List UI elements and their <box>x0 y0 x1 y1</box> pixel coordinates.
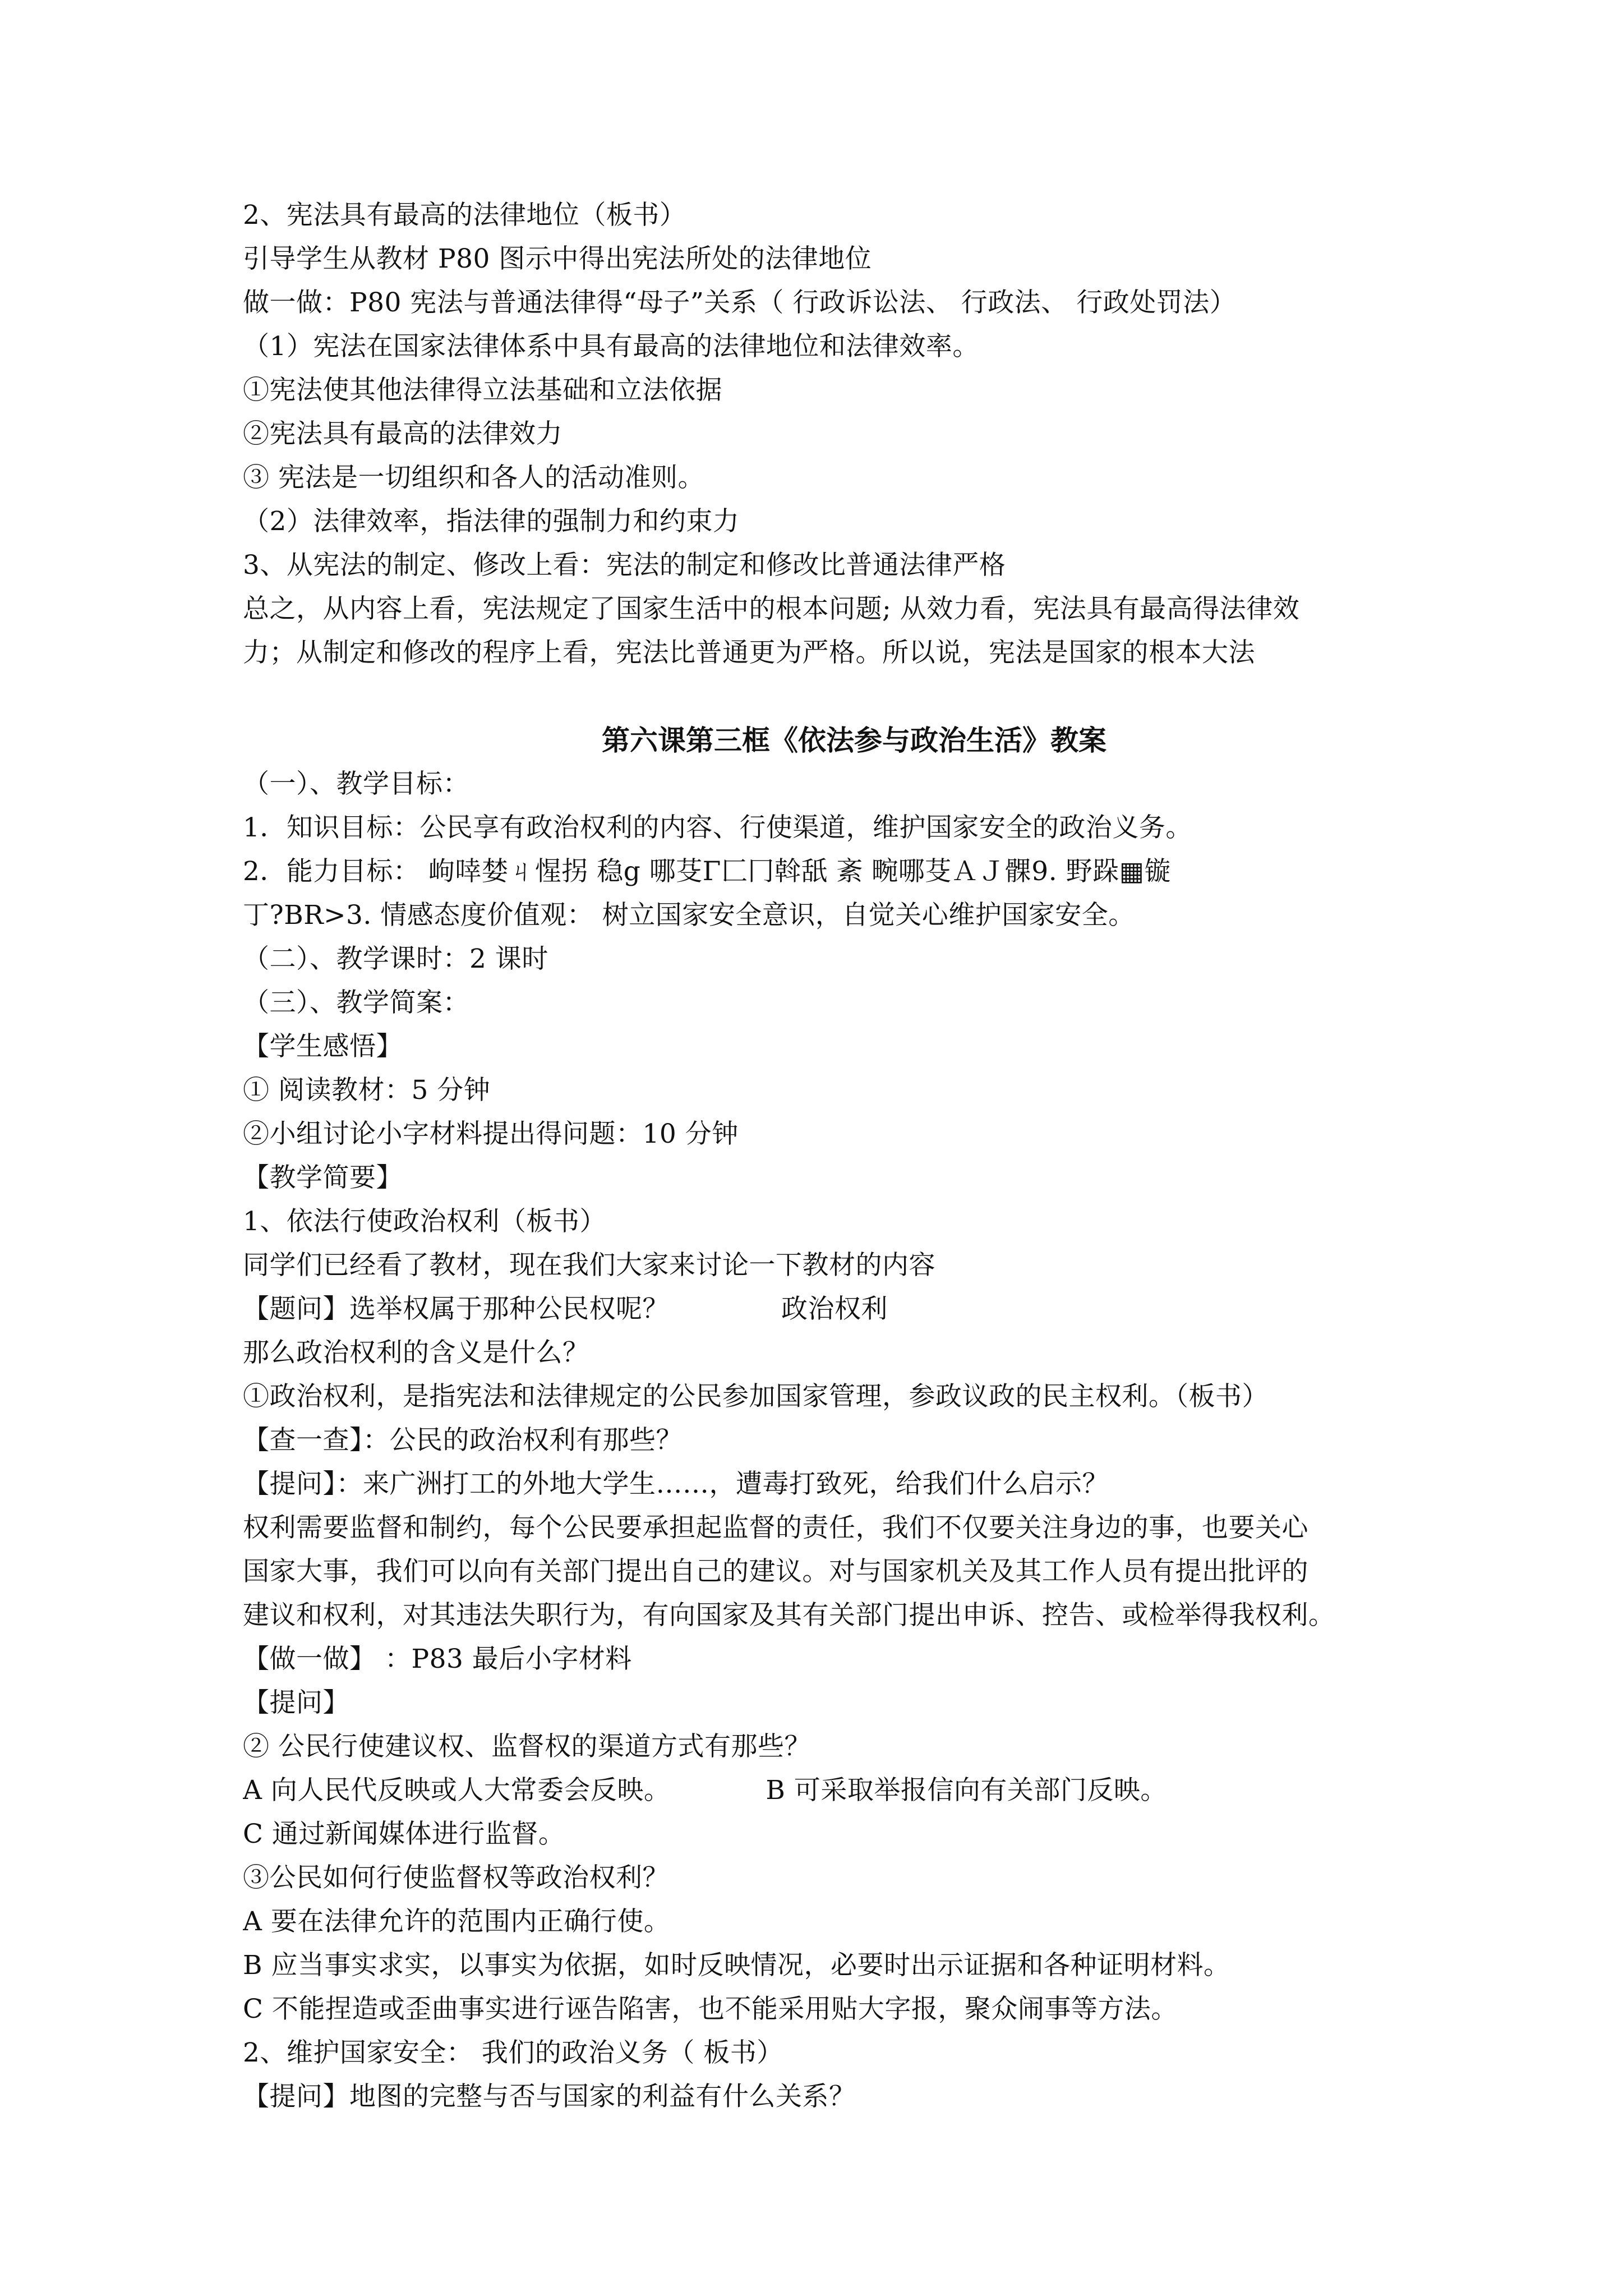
text-line: 【做一做】 ：P83 最后小字材料 <box>243 1644 632 1674</box>
text-line: （1）宪法在国家法律体系中具有最高的法律地位和法律效率。 <box>243 331 979 362</box>
text-line: B 应当事实求实，以事实为依据，如时反映情况，必要时出示证据和各种证明材料。 <box>243 1950 1230 1981</box>
text-line: 3、从宪法的制定、修改上看：宪法的制定和修改比普通法律严格 <box>243 550 1006 581</box>
text-line: （二）、教学课时：2 课时 <box>243 944 548 974</box>
text-line: （一）、教学目标： <box>243 769 469 799</box>
text-line: ①政治权利，是指宪法和法律规定的公民参加国家管理，参政议政的民主权利。（板书） <box>243 1381 1269 1412</box>
text-line: 1、依法行使政治权利（板书） <box>243 1206 606 1237</box>
document-page <box>243 194 1387 2119</box>
text-line: 【提问】 <box>243 1687 349 1718</box>
text-line: 那么政治权利的含义是什么？ <box>243 1337 589 1368</box>
text-line: 2．能力目标： 岣啈婪ㄐ惺拐 稳g 哪芟Γ匚冂斡舐 紊 畹哪芟ＡＪ髁9. 野跺▦镟 <box>243 856 1171 887</box>
lesson-title: 第六课第三框《依法参与政治生活》教案 <box>602 724 1106 757</box>
section-national-security <box>243 1812 1387 2119</box>
text-line: C 不能捏造或歪曲事实进行诬告陷害，也不能采用贴大字报，聚众闹事等方法。 <box>243 1994 1178 2024</box>
text-line: ③公民如何行使监督权等政治权利？ <box>243 1862 669 1893</box>
text-line: ③ 宪法是一切组织和各人的活动准则。 <box>243 462 704 493</box>
options-line <box>243 1769 1387 1812</box>
text-line: ②小组讨论小字材料提出得问题：10 分钟 <box>243 1119 739 1149</box>
text-line: 【提问】：来广洲打工的外地大学生……，遭毒打致死，给我们什么启示？ <box>243 1469 1109 1499</box>
text-line: A 要在法律允许的范围内正确行使。 <box>243 1906 671 1937</box>
text-line: 丁?BR>3. 情感态度价值观： 树立国家安全意识，自觉关心维护国家安全。 <box>243 900 1135 931</box>
text-line: 总之，从内容上看，宪法规定了国家生活中的根本问题; 从效力看，宪法具有最高得法律效 <box>243 593 1300 624</box>
section-political-rights <box>243 1331 1387 1769</box>
answer-text: 政治权利 <box>781 1294 888 1324</box>
text-line: ① 阅读教材：5 分钟 <box>243 1075 491 1106</box>
text-line: 权利需要监督和制约，每个公民要承担起监督的责任，我们不仅要关注身边的事，也要关心 <box>243 1512 1308 1543</box>
section-constitution-supremacy <box>243 194 1387 675</box>
option-b-text: B 可采取举报信向有关部门反映。 <box>766 1775 1167 1806</box>
text-line: （三）、教学简案： <box>243 987 469 1018</box>
text-line: （2）法律效率，指法律的强制力和约束力 <box>243 506 740 537</box>
text-line: ②宪法具有最高的法律效力 <box>243 418 562 449</box>
text-line: C 通过新闻媒体进行监督。 <box>243 1819 565 1849</box>
text-line: 同学们已经看了教材，现在我们大家来讨论一下教材的内容 <box>243 1250 935 1281</box>
text-line: 【学生感悟】 <box>243 1031 403 1062</box>
text-line: 力；从制定和修改的程序上看，宪法比普通更为严格。所以说，宪法是国家的根本大法 <box>243 637 1255 668</box>
section-lesson-plan <box>243 762 1387 1287</box>
question-text: 【题问】选举权属于那种公民权呢？ <box>243 1294 669 1324</box>
text-line: 【查一查】：公民的政治权利有那些？ <box>243 1425 683 1456</box>
option-a-text: A 向人民代反映或人大常委会反映。 <box>243 1775 671 1806</box>
text-line: 引导学生从教材 P80 图示中得出宪法所处的法律地位 <box>243 243 872 274</box>
text-line: ② 公民行使建议权、监督权的渠道方式有那些？ <box>243 1731 811 1762</box>
text-line: 2、宪法具有最高的法律地位（板书） <box>243 200 686 231</box>
text-line: 【提问】地图的完整与否与国家的利益有什么关系？ <box>243 2081 856 2112</box>
question-line <box>243 1287 1387 1331</box>
text-line: 【教学简要】 <box>243 1162 403 1193</box>
text-line: 做一做：P80 宪法与普通法律得“母子”关系（ 行政诉讼法、 行政法、 行政处罚法） <box>243 287 1237 318</box>
text-line: ①宪法使其他法律得立法基础和立法依据 <box>243 375 722 406</box>
text-line: 国家大事，我们可以向有关部门提出自己的建议。对与国家机关及其工作人员有提出批评的 <box>243 1556 1308 1587</box>
text-line: 2、维护国家安全： 我们的政治义务（ 板书） <box>243 2037 783 2068</box>
text-line: 1．知识目标：公民享有政治权利的内容、行使渠道，维护国家安全的政治义务。 <box>243 812 1192 843</box>
text-line: 建议和权利，对其违法失职行为，有向国家及其有关部门提出申诉、控告、或检举得我权利。 <box>243 1600 1335 1631</box>
